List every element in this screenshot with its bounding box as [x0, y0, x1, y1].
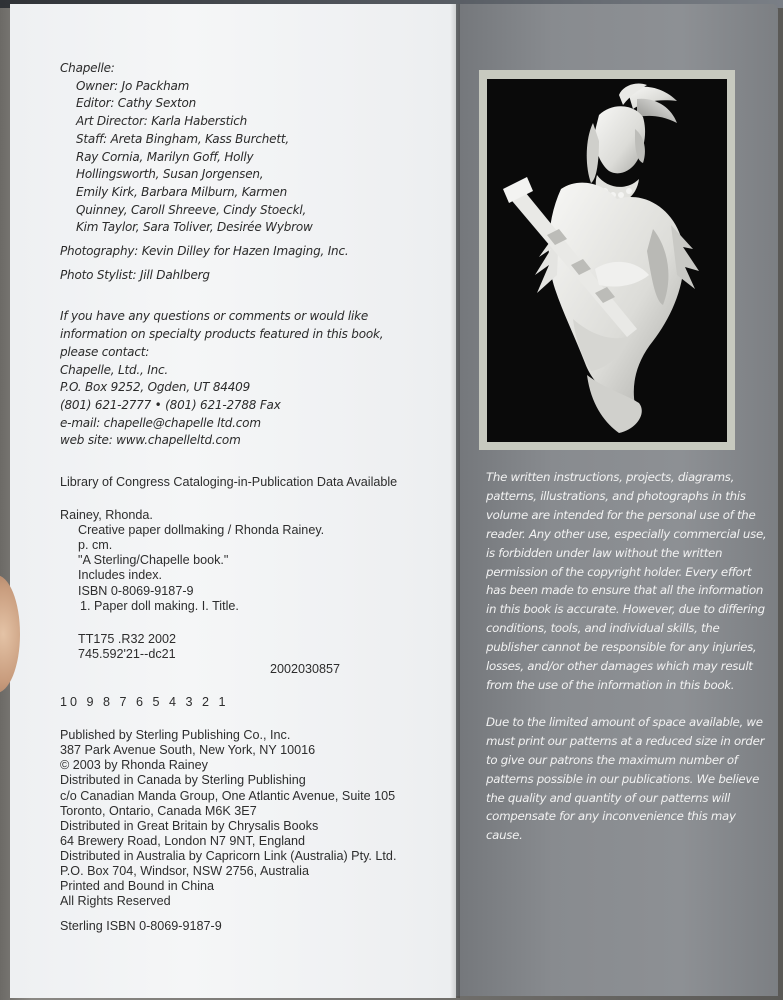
published-line: Published by Sterling Publishing Co., Inc.: [60, 728, 291, 743]
published-line: Printed and Bound in China: [60, 879, 215, 894]
published-line: c/o Canadian Manda Group, One Atlantic Avenue, Suite 105: [60, 788, 396, 803]
credits-staff-line: Hollingsworth, Susan Jorgensen,: [76, 167, 264, 182]
contact-line: If you have any questions or comments or would like: [60, 309, 369, 324]
published-line: All Rights Reserved: [60, 894, 171, 909]
credits-staff-line: Emily Kirk, Barbara Milburn, Karmen: [76, 184, 287, 199]
disclaimer-block: [486, 468, 768, 845]
cip-detail-line: "A Sterling/Chapelle book.": [78, 553, 229, 568]
cip-author: Rainey, Rhonda.: [60, 508, 153, 523]
credits-art-director: Art Director: Karla Haberstich: [76, 114, 248, 129]
cip-detail-line: Includes index.: [78, 568, 163, 583]
published-line: © 2003 by Rhonda Rainey: [60, 758, 208, 773]
paper-sculpture-photo: [487, 79, 727, 442]
cip-block: [60, 475, 445, 934]
credits-editor: Editor: Cathy Sexton: [76, 96, 197, 111]
contact-line: information on specialty products featured in this book,: [60, 327, 384, 342]
published-line: Distributed in Great Britain by Chrysalis Books: [60, 818, 319, 833]
contact-website: web site: www.chapelleltd.com: [60, 433, 241, 448]
published-line: 387 Park Avenue South, New York, NY 10016: [60, 743, 316, 758]
sterling-isbn: Sterling ISBN 0-8069-9187-9: [60, 919, 222, 934]
credits-photo-stylist: Photo Stylist: Jill Dahlberg: [60, 267, 210, 282]
book-gutter: [450, 4, 460, 998]
credits-block: [60, 60, 445, 450]
contact-line: Chapelle, Ltd., Inc.: [60, 362, 169, 377]
contact-line: P.O. Box 9252, Ogden, UT 84409: [60, 380, 251, 395]
credits-staff-line: Staff: Areta Bingham, Kass Burchett,: [76, 131, 289, 146]
credits-staff-line: Quinney, Caroll Shreeve, Cindy Stoeckl,: [76, 202, 307, 217]
contact-line: please contact:: [60, 344, 150, 359]
cip-lccn: 2002030857: [270, 661, 341, 676]
paper-sculpture-illustration: [487, 79, 727, 442]
cip-class-line: 745.592'21--dc21: [78, 646, 176, 661]
cip-detail-line: ISBN 0-8069-9187-9: [78, 583, 194, 598]
credits-staff-line: Kim Taylor, Sara Toliver, Desirée Wybrow: [76, 220, 313, 235]
published-line: P.O. Box 704, Windsor, NSW 2756, Australia: [60, 863, 309, 878]
print-line: 10 9 8 7 6 5 4 3 2 1: [60, 695, 229, 710]
contact-line: (801) 621-2777 • (801) 621-2788 Fax: [60, 397, 281, 412]
credits-photography: Photography: Kevin Dilley for Hazen Imaging, Inc.: [60, 244, 349, 259]
credits-staff-line: Ray Cornia, Marilyn Goff, Holly: [76, 149, 254, 164]
cip-detail-line: p. cm.: [78, 538, 113, 553]
cip-subject: 1. Paper doll making. I. Title.: [80, 598, 239, 613]
cip-class-line: TT175 .R32 2002: [78, 631, 177, 646]
published-line: Toronto, Ontario, Canada M6K 3E7: [60, 803, 257, 818]
credits-publisher: Chapelle:: [60, 61, 115, 75]
disclaimer-paragraph: Due to the limited amount of space available, we must print our patterns at a reduced size in order to give our patrons the maximum number of patterns possible in our publications. We believe the quality and quantity of our patterns will compensate for any inconvenience this may cause.: [486, 714, 765, 843]
cip-detail-line: Creative paper dollmaking / Rhonda Rainey.: [78, 523, 325, 538]
published-line: 64 Brewery Road, London N7 9NT, England: [60, 833, 306, 848]
disclaimer-paragraph: The written instructions, projects, diagrams, patterns, illustrations, and photographs in this volume are intended for the personal use of the reader. Any other use, especially commercial use, is forbidden under law without the written permission of the copyright holder. Every effort has been made to ensure that all the information in this book is accurate. However, due to differing conditions, tools, and individual skills, the publisher cannot be responsible for any injuries, losses, and/or other damages which may result from the use of the information in this book.: [486, 470, 767, 692]
credits-owner: Owner: Jo Packham: [76, 78, 190, 93]
published-line: Distributed in Australia by Capricorn Link (Australia) Pty. Ltd.: [60, 848, 397, 863]
published-line: Distributed in Canada by Sterling Publishing: [60, 773, 306, 788]
cip-heading: Library of Congress Cataloging-in-Publication Data Available: [60, 475, 398, 489]
contact-email: e-mail: chapelle@chapelle ltd.com: [60, 415, 261, 430]
